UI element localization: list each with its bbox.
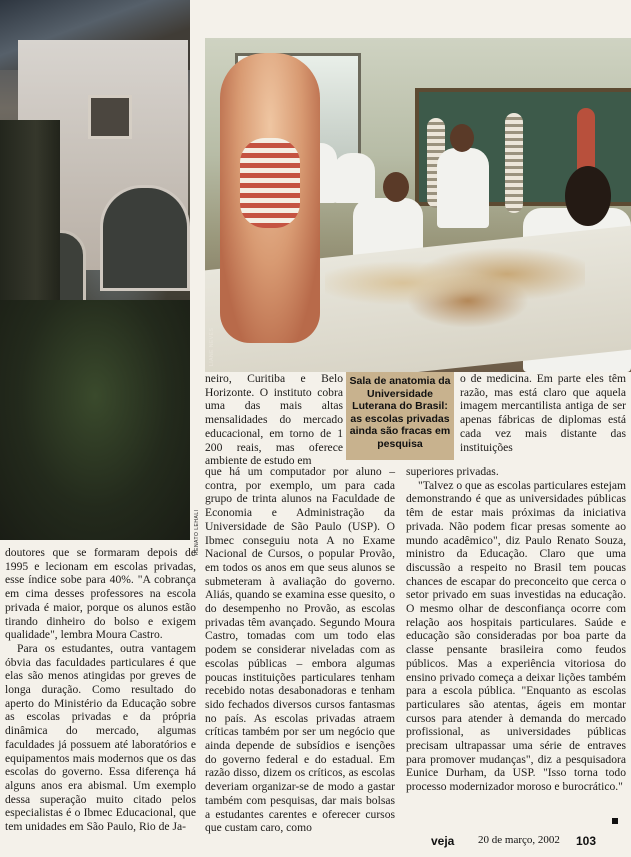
page-footer: [406, 834, 626, 848]
bones-on-table: [325, 238, 585, 328]
page-number: 103: [576, 834, 597, 848]
ribcage-model: [240, 138, 300, 228]
paragraph: superiores privadas.: [406, 465, 499, 478]
text-column-3: [406, 465, 626, 794]
text-column-2-top: [205, 372, 343, 468]
magazine-name: veja: [431, 834, 455, 848]
student-figure: [333, 153, 375, 203]
arched-window: [100, 185, 190, 291]
main-photo-anatomy-lab: [205, 38, 631, 372]
hanging-skeleton: [505, 113, 523, 213]
paragraph: que há um computador por aluno – contra, por exemplo, um para cada grupo de trinta alunos na Faculdade de Economia e Administração da Universidade de São Paulo (USP). O Ibmec conseguiu nota A no Exame Nacional de Cursos, o popular Provão, em todos os anos em que seus alunos se submeteram à avaliação do governo. Aliás, quando se examina esse quesito, o do desempenho no Provão, as escolas privadas têm avançado. Segundo Moura Castro, tomadas com um todo elas podem se considerar niveladas com as escolas públicas – embora algumas poucas instituições particulares tenham recebido notas desabonadoras e tenham sido fechados diversos cursos fantasmas no país. As escolas privadas atraem críticas também por ser um negócio que ainda depende de subsídios e isenções do governo federal e do estadual. Em razão disso, dizem os críticos, as escolas deveriam organizar-se de modo a gastar também com pesquisas, dar mais bolsas a estudantes carentes e oferecer cursos que custam caro, como: [205, 465, 395, 835]
paragraph: "Talvez o que as escolas particulares estejam demonstrando é que as universidades públicas têm de estar mais próximas da iniciativa privada. Não podem ficar presas somente ao mundo acadêmico", diz Paulo Renato Souza, ministro da Educação. Claro que uma discussão a respeito no Brasil tem poucas chances de escapar do preconceito que cerca o setor privado em suas investidas na educação. O mesmo olhar de desconfiança ocorre com relação aos hospitais particulares. Saúde e educação são consideradas por boa parte da classe pensante brasileira como feudos públicos. Mas a experiência vitoriosa do ensino privado começa a deixar lições também para a escola pública. "Enquanto as escolas particulares são atentas, ágeis em montar cursos para atender à demanda do mercado profissional, as universidades públicas precisam ultrapassar uma série de entraves para promover mudanças", diz a pesquisadora Eunice Durham, da USP. "Isso torna todo processo modernizador moroso e burocrático.": [406, 478, 627, 794]
left-photo-building: [0, 0, 190, 540]
text-column-2: [205, 465, 395, 835]
photo-credit-main: LIANE NEVES: [209, 327, 215, 366]
photo-caption: Sala de anatomia da Universidade Luterana do Brasil: as escolas privadas ainda são fracas em pesquisa: [346, 372, 454, 460]
building-window: [88, 95, 132, 139]
text-column-3-top: [460, 372, 626, 454]
paragraph: Para os estudantes, outra vantagem óbvia das faculdades particulares é que elas são menos atingidas por greves de longa duração. Como resultado do aperto do Ministério da Educação sobre as escolas privadas e da própria dinâmica do mercado, algumas faculdades já possuem até laboratórios e equipamentos mais modernos que os das escolas do governo. Essa diferença há alguns anos era abismal. Um exemplo dessa superação muito citado pelos especialistas é o Ibmec Educacional, que tem unidades em São Paulo, Rio de Ja-: [5, 641, 196, 834]
issue-date: 20 de março, 2002: [478, 834, 560, 846]
text-column-1: [5, 546, 196, 834]
student-head: [565, 166, 611, 226]
professor-head: [450, 124, 474, 152]
professor-figure: [437, 148, 489, 228]
paragraph: neiro, Curitiba e Belo Horizonte. O instituto cobra uma das mais altas mensalidades do mercado educacional, em torno de 1 200 reais, mas oferece ambiente de estudo em: [205, 372, 343, 468]
photo-credit-left: RENATO LEHALI: [194, 509, 200, 555]
end-of-article-mark: [612, 818, 618, 824]
paragraph: doutores que se formaram depois de 1995 e lecionam em escolas privadas, esse índice sobe para 40%. "A cobrança em cima desses professores na escola privada é maior, porque os alunos estão tirando dinheiro do bolso e exigem qualidade", lembra Moura Castro.: [5, 546, 196, 642]
student-head: [383, 172, 409, 202]
paragraph: o de medicina. Em parte eles têm razão, mas está claro que aquela imagem mercantilista antiga de ser apenas fábricas de diplomas está cada vez mais distante das instituições: [460, 372, 626, 454]
garden-bushes: [0, 300, 190, 540]
